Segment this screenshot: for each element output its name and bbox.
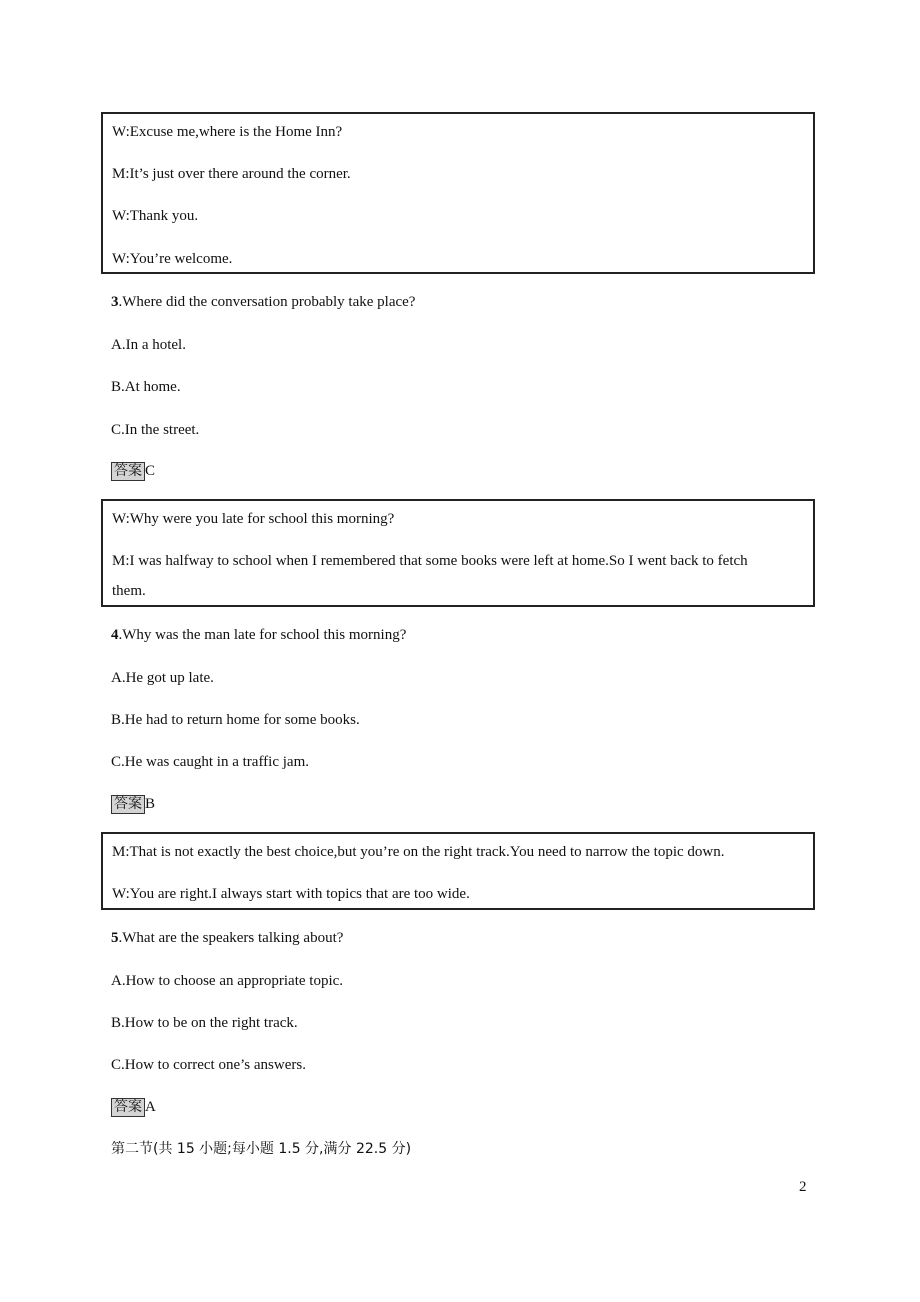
- dialogue-box-2: [101, 499, 815, 607]
- option-a: A.He got up late.: [111, 670, 214, 686]
- option-c: C.He was caught in a traffic jam.: [111, 754, 309, 770]
- dialogue-line: M:That is not exactly the best choice,but you’re on the right track.You need to narrow the topic down.: [112, 844, 725, 860]
- option-a: A.In a hotel.: [111, 337, 186, 353]
- dialogue-line: W:Thank you.: [112, 208, 199, 224]
- dialogue-box-3: [101, 832, 815, 910]
- option-b: B.How to be on the right track.: [111, 1015, 298, 1031]
- option-c: C.In the street.: [111, 422, 200, 438]
- dialogue-line: W:You are right.I always start with topics that are too wide.: [112, 886, 470, 902]
- section-title: 第二节: [111, 1141, 153, 1157]
- answer-value: A: [145, 1099, 156, 1115]
- answer-value: B: [145, 796, 156, 812]
- answer-row: [111, 462, 155, 481]
- question-text: .Why was the man late for school this morning?: [118, 627, 407, 643]
- answer-row: [111, 1098, 156, 1117]
- question-3: [111, 293, 415, 311]
- option-c: C.How to correct one’s answers.: [111, 1057, 306, 1073]
- question-text: .What are the speakers talking about?: [118, 930, 344, 946]
- option-b: B.At home.: [111, 379, 181, 395]
- dialogue-line: W:Why were you late for school this morning?: [112, 511, 395, 527]
- question-4: [111, 626, 406, 644]
- question-5: [111, 929, 343, 947]
- answer-label: 答案: [111, 795, 145, 814]
- answer-row: [111, 795, 155, 814]
- question-text: .Where did the conversation probably take place?: [118, 294, 416, 310]
- dialogue-box-1: [101, 112, 815, 274]
- dialogue-line: M:I was halfway to school when I remembered that some books were left at home.So I went back to fetch: [112, 553, 748, 569]
- dialogue-line: them.: [112, 583, 146, 599]
- dialogue-line: M:It’s just over there around the corner.: [112, 166, 351, 182]
- answer-label: 答案: [111, 1098, 145, 1117]
- option-b: B.He had to return home for some books.: [111, 712, 360, 728]
- option-a: A.How to choose an appropriate topic.: [111, 973, 344, 989]
- dialogue-line: W:Excuse me,where is the Home Inn?: [112, 124, 343, 140]
- dialogue-line: W:You’re welcome.: [112, 251, 233, 267]
- answer-value: C: [145, 463, 156, 479]
- page-number: 2: [799, 1179, 807, 1195]
- question-number: 4: [111, 627, 119, 643]
- answer-label: 答案: [111, 462, 145, 481]
- section-heading: [111, 1140, 411, 1158]
- question-number: 3: [111, 294, 119, 310]
- section-detail: (共 15 小题;每小题 1.5 分,满分 22.5 分): [153, 1141, 412, 1157]
- question-number: 5: [111, 930, 119, 946]
